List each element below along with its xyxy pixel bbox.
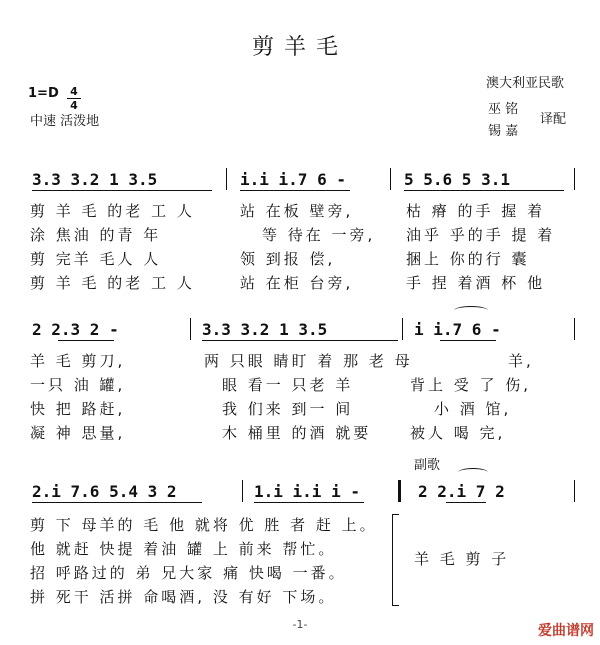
barline bbox=[574, 318, 575, 340]
row2-verse1-a: 羊 毛 剪刀, bbox=[30, 352, 126, 370]
row2-verse2-a: 一只 油 罐, bbox=[30, 376, 126, 394]
row1-verse2-a: 涂 焦油 的青 年 bbox=[30, 226, 162, 244]
barline bbox=[574, 168, 575, 190]
row3-verse2: 他 就赶 快提 着油 罐 上 前来 帮忙。 bbox=[30, 540, 337, 558]
time-signature-bottom: 4 bbox=[70, 99, 78, 112]
site-watermark: 爱曲谱网 bbox=[538, 623, 594, 639]
row2-verse4-b: 木 桶里 的酒 就要 bbox=[222, 424, 372, 442]
beam-underline bbox=[202, 340, 398, 341]
row1-verse3-a: 剪 完羊 毛人 人 bbox=[30, 250, 162, 268]
barline bbox=[242, 480, 243, 502]
barline bbox=[226, 168, 227, 190]
row3-verse3: 招 呼路过的 弟 兄大家 痛 快喝 一番。 bbox=[30, 564, 347, 582]
row1-measure-1: 3.3 3.2 1 3.5 bbox=[32, 170, 158, 189]
row2-measure-2: 3.3 3.2 1 3.5 bbox=[202, 320, 328, 339]
barline bbox=[390, 168, 391, 190]
beam-underline bbox=[254, 502, 364, 503]
row2-verse2-b: 眼 看一 只老 羊 bbox=[222, 376, 354, 394]
verse-brace bbox=[392, 514, 399, 606]
row1-verse4-a: 剪 羊 毛 的老 工 人 bbox=[30, 274, 195, 292]
translator-2: 锡 嘉 bbox=[488, 124, 519, 139]
time-signature bbox=[67, 86, 81, 111]
row2-measure-3: i i.7 6 - bbox=[414, 320, 501, 339]
row3-measure-2: 1.i i.i i - bbox=[254, 482, 360, 501]
beam-underline bbox=[440, 340, 496, 341]
row2-verse1-b: 两 只眼 睛盯 着 那 老 母 bbox=[204, 352, 413, 370]
slur bbox=[458, 468, 488, 477]
refrain-lyric: 羊 毛 剪 子 bbox=[414, 550, 510, 568]
barline bbox=[402, 318, 403, 340]
row3-verse1: 剪 下 母羊的 毛 他 就将 优 胜 者 赶 上。 bbox=[30, 516, 378, 534]
beam-underline bbox=[446, 502, 486, 503]
row3-verse4: 拼 死干 活拼 命喝酒, 没 有好 下场。 bbox=[30, 588, 337, 606]
beam-underline bbox=[404, 190, 564, 191]
page-number: -1- bbox=[292, 618, 308, 631]
slur bbox=[454, 306, 488, 315]
row1-verse1-b: 站 在板 壁旁, bbox=[240, 202, 354, 220]
beam-underline bbox=[58, 340, 114, 341]
row2-verse1-c: 羊, bbox=[508, 352, 534, 370]
row2-verse2-c: 背上 受 了 伤, bbox=[410, 376, 532, 394]
row2-verse4-a: 凝 神 思量, bbox=[30, 424, 126, 442]
repeat-barline bbox=[398, 480, 401, 502]
time-signature-top: 4 bbox=[70, 85, 78, 98]
row3-measure-1: 2.i 7.6 5.4 3 2 bbox=[32, 482, 177, 501]
row1-verse1-a: 剪 羊 毛 的老 工 人 bbox=[30, 202, 195, 220]
tempo-marking: 中速 活泼地 bbox=[30, 114, 100, 129]
refrain-label: 副歌 bbox=[414, 458, 441, 473]
origin-label: 澳大利亚民歌 bbox=[486, 76, 565, 91]
row1-verse2-c: 油乎 乎的手 提 着 bbox=[406, 226, 556, 244]
beam-underline bbox=[32, 502, 202, 503]
row1-verse4-b: 站 在柜 台旁, bbox=[240, 274, 354, 292]
row2-verse3-c: 小 酒 馆, bbox=[434, 400, 512, 418]
row1-verse3-c: 捆上 你的行 囊 bbox=[406, 250, 530, 268]
row1-verse1-c: 枯 瘠 的手 握 着 bbox=[406, 202, 546, 220]
barline bbox=[574, 480, 575, 502]
row1-measure-2: i.i i.7 6 - bbox=[240, 170, 346, 189]
row1-verse4-c: 手 捏 着酒 杯 他 bbox=[406, 274, 546, 292]
row3-measure-3: 2 2.i 7 2 bbox=[418, 482, 505, 501]
key-signature: 1=D bbox=[28, 86, 59, 101]
song-title: 剪羊毛 bbox=[251, 35, 348, 60]
translator-role: 译配 bbox=[540, 112, 567, 127]
row1-verse2-b: 等 待在 一旁, bbox=[262, 226, 376, 244]
row2-measure-1: 2 2.3 2 - bbox=[32, 320, 119, 339]
row2-verse3-b: 我 们来 到一 间 bbox=[222, 400, 354, 418]
row2-verse3-a: 快 把 路赶, bbox=[30, 400, 126, 418]
translator-1: 巫 铭 bbox=[488, 102, 519, 117]
barline bbox=[190, 318, 191, 340]
beam-underline bbox=[32, 190, 212, 191]
row1-verse3-b: 领 到报 偿, bbox=[240, 250, 336, 268]
row1-measure-3: 5 5.6 5 3.1 bbox=[404, 170, 510, 189]
beam-underline bbox=[240, 190, 350, 191]
row2-verse4-c: 被人 喝 完, bbox=[410, 424, 506, 442]
